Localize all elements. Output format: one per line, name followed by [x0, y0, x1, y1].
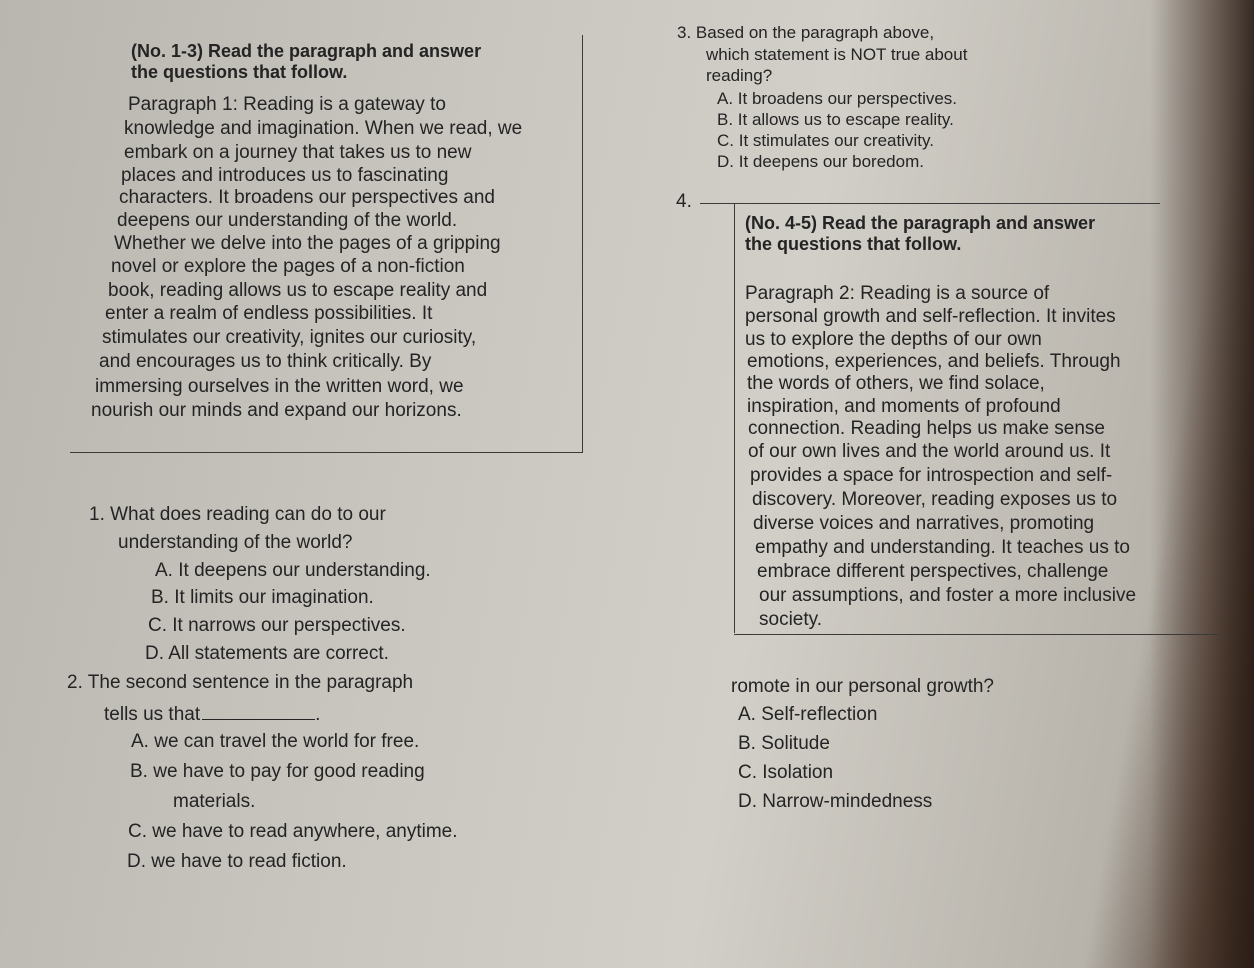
- q5-option-a: A. Self-reflection: [738, 704, 878, 725]
- p1-line: enter a realm of endless possibilities. It: [105, 303, 433, 324]
- q2-option-d: D. we have to read fiction.: [127, 851, 347, 872]
- p1-line: deepens our understanding of the world.: [117, 210, 458, 231]
- box-right-border: [582, 35, 583, 453]
- q1-option-a: A. It deepens our understanding.: [155, 560, 431, 581]
- q3-option-d: D. It deepens our boredom.: [717, 152, 924, 171]
- q1-option-c: C. It narrows our perspectives.: [148, 615, 406, 636]
- q2-option-c: C. we have to read anywhere, anytime.: [128, 821, 458, 842]
- p1-line: stimulates our creativity, ignites our curiosity,: [102, 327, 477, 348]
- instruction-1-3-line2: the questions that follow.: [131, 62, 348, 82]
- p1-line: book, reading allows us to escape reality and: [108, 280, 488, 301]
- p1-line: embark on a journey that takes us to new: [124, 142, 472, 163]
- p1-line: Whether we delve into the pages of a gripping: [114, 233, 501, 254]
- box-bottom-border: [734, 634, 1218, 635]
- table-edge: [1150, 0, 1254, 968]
- q2-option-b-cont: materials.: [173, 791, 256, 812]
- box-bottom-border: [70, 452, 582, 453]
- box-top-border: [700, 203, 1160, 204]
- q1-option-d: D. All statements are correct.: [145, 643, 389, 664]
- q3-option-a: A. It broadens our perspectives.: [717, 89, 958, 108]
- answer-blank: [202, 703, 315, 720]
- p2-line: inspiration, and moments of profound: [747, 396, 1061, 417]
- p2-line: provides a space for introspection and self-: [750, 465, 1113, 486]
- instruction-4-5-line1: (No. 4-5) Read the paragraph and answer: [745, 213, 1096, 233]
- p2-line: empathy and understanding. It teaches us to: [755, 537, 1130, 558]
- box-left-border: [734, 203, 735, 633]
- p2-line: of our own lives and the world around us. It: [748, 441, 1111, 462]
- p1-line: and encourages us to think critically. By: [99, 351, 432, 372]
- p1-line: novel or explore the pages of a non-fiction: [111, 256, 465, 277]
- p1-line: nourish our minds and expand our horizons.: [91, 400, 462, 421]
- p2-line: connection. Reading helps us make sense: [748, 418, 1106, 439]
- q5-option-c: C. Isolation: [738, 762, 834, 783]
- q1-option-b: B. It limits our imagination.: [151, 587, 374, 608]
- q3-option-b: B. It allows us to escape reality.: [717, 110, 954, 129]
- q2-option-a: A. we can travel the world for free.: [131, 731, 420, 752]
- p1-line: places and introduces us to fascinating: [121, 165, 449, 186]
- instruction-1-3-line1: (No. 1-3) Read the paragraph and answer: [131, 41, 482, 61]
- q2-line2-prefix: tells us that: [104, 704, 201, 725]
- p1-line: characters. It broadens our perspectives and: [119, 187, 495, 208]
- q2-option-b: B. we have to pay for good reading: [130, 761, 425, 782]
- q2-line2: [104, 703, 320, 724]
- q3-line1: 3. Based on the paragraph above,: [677, 23, 935, 42]
- p1-line: immersing ourselves in the written word, we: [95, 376, 464, 397]
- p2-line: diverse voices and narratives, promoting: [753, 513, 1095, 534]
- q3-line3: reading?: [706, 66, 773, 85]
- p2-line: Paragraph 2: Reading is a source of: [745, 283, 1050, 304]
- p2-line: discovery. Moreover, reading exposes us to: [752, 489, 1118, 510]
- q1-line2: understanding of the world?: [118, 532, 353, 553]
- p1-line: Paragraph 1: Reading is a gateway to: [128, 94, 446, 115]
- q3-line2: which statement is NOT true about: [706, 45, 968, 64]
- q5-option-d: D. Narrow-mindedness: [738, 791, 933, 812]
- p2-line: the words of others, we find solace,: [747, 373, 1045, 394]
- q3-option-c: C. It stimulates our creativity.: [717, 131, 934, 150]
- p2-line: personal growth and self-reflection. It invites: [745, 306, 1116, 327]
- q2-line2-suffix: .: [315, 704, 321, 725]
- q1-line1: 1. What does reading can do to our: [89, 504, 386, 525]
- p2-line: emotions, experiences, and beliefs. Through: [747, 351, 1121, 372]
- p1-line: knowledge and imagination. When we read, we: [124, 118, 523, 139]
- q2-line1: 2. The second sentence in the paragraph: [67, 672, 414, 693]
- q5-option-b: B. Solitude: [738, 733, 830, 754]
- q5-line1: romote in our personal growth?: [731, 676, 994, 697]
- p2-line: embrace different perspectives, challenge: [757, 561, 1109, 582]
- q4-number: 4.: [676, 191, 692, 212]
- p2-line: us to explore the depths of our own: [745, 329, 1042, 350]
- p2-line: our assumptions, and foster a more inclusive: [759, 585, 1137, 606]
- instruction-4-5-line2: the questions that follow.: [745, 234, 962, 254]
- p2-line: society.: [759, 609, 823, 630]
